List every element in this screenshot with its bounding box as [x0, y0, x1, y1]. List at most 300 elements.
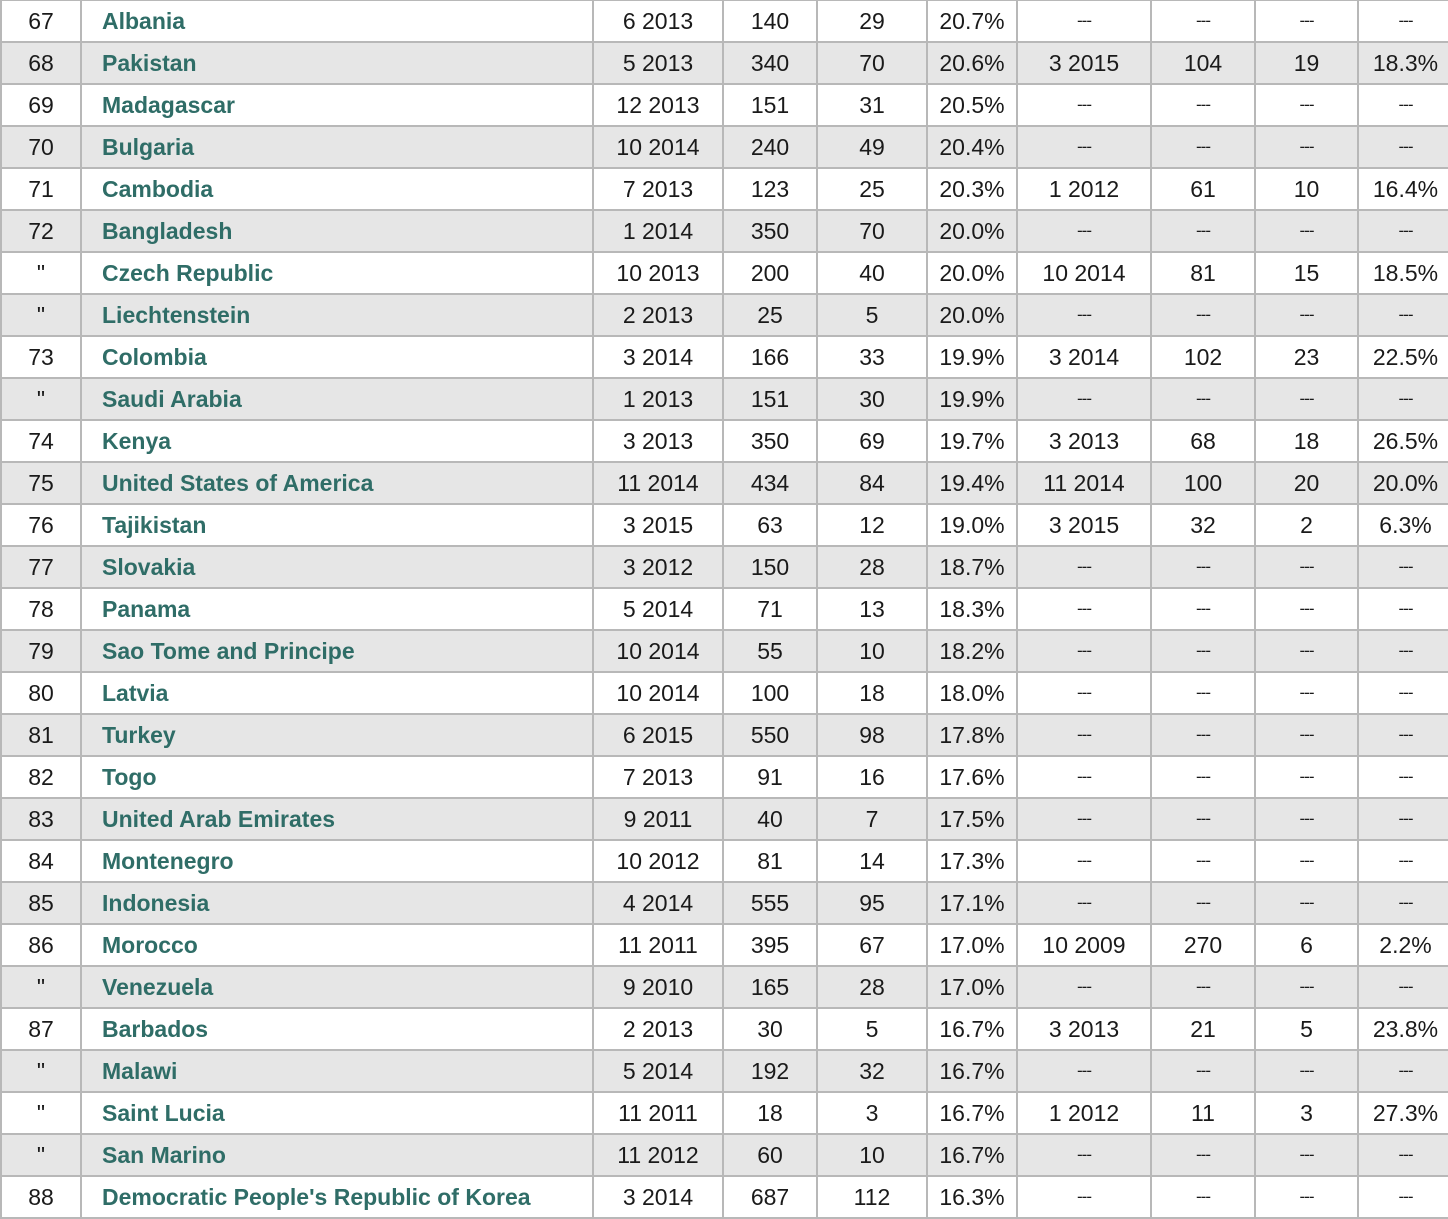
upper-house-seats-cell: ---: [1151, 798, 1255, 840]
country-link[interactable]: Kenya: [102, 427, 172, 454]
lower-house-percent-cell: 17.1%: [927, 882, 1017, 924]
lower-house-percent-cell: 20.0%: [927, 252, 1017, 294]
lower-house-elections-cell: 12 2013: [593, 84, 723, 126]
country-link[interactable]: Pakistan: [102, 49, 197, 76]
lower-house-seats-cell: 395: [723, 924, 817, 966]
lower-house-elections-cell: 3 2015: [593, 504, 723, 546]
upper-house-percent-cell: ---: [1358, 126, 1448, 168]
upper-house-elections-cell: 3 2015: [1017, 504, 1151, 546]
country-cell: [81, 336, 593, 378]
table-row: [1, 420, 1448, 462]
lower-house-women-cell: 40: [817, 252, 927, 294]
table-row: [1, 630, 1448, 672]
country-cell: [81, 1050, 593, 1092]
lower-house-seats-cell: 151: [723, 84, 817, 126]
country-link[interactable]: Slovakia: [102, 553, 196, 580]
upper-house-elections-cell: 3 2015: [1017, 42, 1151, 84]
upper-house-elections-cell: 10 2009: [1017, 924, 1151, 966]
upper-house-women-cell: ---: [1255, 630, 1358, 672]
upper-house-percent-cell: ---: [1358, 1050, 1448, 1092]
lower-house-elections-cell: 10 2014: [593, 630, 723, 672]
lower-house-seats-cell: 30: [723, 1008, 817, 1050]
lower-house-women-cell: 29: [817, 0, 927, 42]
upper-house-seats-cell: ---: [1151, 966, 1255, 1008]
country-link[interactable]: Liechtenstein: [102, 301, 251, 328]
lower-house-elections-cell: 2 2013: [593, 294, 723, 336]
upper-house-women-cell: 15: [1255, 252, 1358, 294]
lower-house-percent-cell: 16.7%: [927, 1134, 1017, 1176]
lower-house-elections-cell: 11 2012: [593, 1134, 723, 1176]
upper-house-elections-cell: ---: [1017, 0, 1151, 42]
lower-house-seats-cell: 350: [723, 210, 817, 252]
upper-house-percent-cell: 18.3%: [1358, 42, 1448, 84]
country-link[interactable]: Bulgaria: [102, 133, 195, 160]
rank-cell: 69: [1, 84, 81, 126]
upper-house-elections-cell: ---: [1017, 210, 1151, 252]
rank-cell: ": [1, 252, 81, 294]
lower-house-percent-cell: 20.4%: [927, 126, 1017, 168]
country-link[interactable]: Saudi Arabia: [102, 385, 242, 412]
country-cell: [81, 252, 593, 294]
upper-house-percent-cell: ---: [1358, 1134, 1448, 1176]
lower-house-percent-cell: 17.6%: [927, 756, 1017, 798]
country-link[interactable]: Panama: [102, 595, 191, 622]
lower-house-seats-cell: 350: [723, 420, 817, 462]
table-row: [1, 756, 1448, 798]
upper-house-elections-cell: 3 2014: [1017, 336, 1151, 378]
lower-house-seats-cell: 151: [723, 378, 817, 420]
table-row: [1, 126, 1448, 168]
upper-house-elections-cell: ---: [1017, 882, 1151, 924]
lower-house-elections-cell: 1 2014: [593, 210, 723, 252]
table-row: [1, 882, 1448, 924]
country-link[interactable]: Togo: [102, 763, 157, 790]
lower-house-percent-cell: 20.3%: [927, 168, 1017, 210]
upper-house-percent-cell: ---: [1358, 966, 1448, 1008]
rank-cell: ": [1, 1134, 81, 1176]
upper-house-women-cell: ---: [1255, 1134, 1358, 1176]
lower-house-percent-cell: 16.7%: [927, 1050, 1017, 1092]
table-row: [1, 966, 1448, 1008]
upper-house-seats-cell: ---: [1151, 588, 1255, 630]
country-link[interactable]: Morocco: [102, 931, 198, 958]
upper-house-elections-cell: ---: [1017, 84, 1151, 126]
country-cell: [81, 546, 593, 588]
lower-house-elections-cell: 7 2013: [593, 168, 723, 210]
lower-house-seats-cell: 60: [723, 1134, 817, 1176]
lower-house-percent-cell: 16.7%: [927, 1092, 1017, 1134]
upper-house-women-cell: 5: [1255, 1008, 1358, 1050]
upper-house-elections-cell: ---: [1017, 714, 1151, 756]
lower-house-elections-cell: 10 2013: [593, 252, 723, 294]
lower-house-percent-cell: 20.7%: [927, 0, 1017, 42]
lower-house-women-cell: 112: [817, 1176, 927, 1218]
country-link[interactable]: Colombia: [102, 343, 207, 370]
country-link[interactable]: United States of America: [102, 469, 374, 496]
upper-house-women-cell: ---: [1255, 210, 1358, 252]
upper-house-percent-cell: ---: [1358, 546, 1448, 588]
lower-house-elections-cell: 4 2014: [593, 882, 723, 924]
upper-house-seats-cell: 81: [1151, 252, 1255, 294]
lower-house-percent-cell: 18.3%: [927, 588, 1017, 630]
upper-house-elections-cell: ---: [1017, 1176, 1151, 1218]
lower-house-women-cell: 10: [817, 630, 927, 672]
upper-house-seats-cell: ---: [1151, 840, 1255, 882]
table-row: [1, 462, 1448, 504]
rank-cell: 71: [1, 168, 81, 210]
lower-house-women-cell: 69: [817, 420, 927, 462]
lower-house-elections-cell: 5 2014: [593, 588, 723, 630]
lower-house-elections-cell: 3 2013: [593, 420, 723, 462]
lower-house-elections-cell: 6 2013: [593, 0, 723, 42]
lower-house-seats-cell: 192: [723, 1050, 817, 1092]
table-row: [1, 168, 1448, 210]
lower-house-elections-cell: 11 2014: [593, 462, 723, 504]
lower-house-seats-cell: 555: [723, 882, 817, 924]
country-cell: [81, 42, 593, 84]
upper-house-women-cell: ---: [1255, 84, 1358, 126]
country-link[interactable]: Latvia: [102, 679, 169, 706]
upper-house-percent-cell: ---: [1358, 840, 1448, 882]
lower-house-seats-cell: 40: [723, 798, 817, 840]
country-cell: [81, 1176, 593, 1218]
lower-house-women-cell: 98: [817, 714, 927, 756]
upper-house-percent-cell: ---: [1358, 798, 1448, 840]
lower-house-percent-cell: 16.3%: [927, 1176, 1017, 1218]
upper-house-percent-cell: ---: [1358, 672, 1448, 714]
upper-house-elections-cell: ---: [1017, 378, 1151, 420]
lower-house-elections-cell: 11 2011: [593, 924, 723, 966]
country-link[interactable]: Albania: [102, 7, 186, 34]
upper-house-women-cell: ---: [1255, 1176, 1358, 1218]
lower-house-women-cell: 18: [817, 672, 927, 714]
upper-house-women-cell: ---: [1255, 714, 1358, 756]
upper-house-elections-cell: ---: [1017, 630, 1151, 672]
upper-house-women-cell: 6: [1255, 924, 1358, 966]
lower-house-seats-cell: 71: [723, 588, 817, 630]
rank-cell: 81: [1, 714, 81, 756]
lower-house-women-cell: 10: [817, 1134, 927, 1176]
rank-cell: ": [1, 966, 81, 1008]
lower-house-percent-cell: 17.0%: [927, 966, 1017, 1008]
country-link[interactable]: United Arab Emirates: [102, 805, 336, 832]
country-link[interactable]: Czech Republic: [102, 259, 274, 286]
rank-cell: ": [1, 1092, 81, 1134]
upper-house-percent-cell: ---: [1358, 84, 1448, 126]
country-cell: [81, 294, 593, 336]
lower-house-seats-cell: 100: [723, 672, 817, 714]
table-row: [1, 588, 1448, 630]
upper-house-percent-cell: 22.5%: [1358, 336, 1448, 378]
country-link[interactable]: Barbados: [102, 1015, 209, 1042]
upper-house-seats-cell: ---: [1151, 756, 1255, 798]
country-cell: [81, 1008, 593, 1050]
upper-house-seats-cell: ---: [1151, 210, 1255, 252]
lower-house-women-cell: 7: [817, 798, 927, 840]
upper-house-percent-cell: ---: [1358, 882, 1448, 924]
lower-house-women-cell: 3: [817, 1092, 927, 1134]
table-row: [1, 210, 1448, 252]
table-row: [1, 252, 1448, 294]
table-row: [1, 378, 1448, 420]
country-link[interactable]: Montenegro: [102, 847, 234, 874]
lower-house-seats-cell: 25: [723, 294, 817, 336]
upper-house-percent-cell: ---: [1358, 630, 1448, 672]
upper-house-seats-cell: ---: [1151, 126, 1255, 168]
lower-house-elections-cell: 3 2014: [593, 1176, 723, 1218]
lower-house-seats-cell: 550: [723, 714, 817, 756]
lower-house-percent-cell: 17.5%: [927, 798, 1017, 840]
country-cell: [81, 714, 593, 756]
lower-house-women-cell: 33: [817, 336, 927, 378]
lower-house-percent-cell: 18.7%: [927, 546, 1017, 588]
upper-house-percent-cell: 27.3%: [1358, 1092, 1448, 1134]
country-cell: [81, 882, 593, 924]
upper-house-seats-cell: 32: [1151, 504, 1255, 546]
lower-house-women-cell: 84: [817, 462, 927, 504]
lower-house-percent-cell: 17.8%: [927, 714, 1017, 756]
upper-house-seats-cell: ---: [1151, 1176, 1255, 1218]
upper-house-elections-cell: 3 2013: [1017, 420, 1151, 462]
upper-house-percent-cell: 6.3%: [1358, 504, 1448, 546]
upper-house-percent-cell: ---: [1358, 294, 1448, 336]
lower-house-women-cell: 13: [817, 588, 927, 630]
country-link[interactable]: Bangladesh: [102, 217, 233, 244]
country-link[interactable]: Cambodia: [102, 175, 214, 202]
table-body: [1, 0, 1448, 1218]
country-cell: [81, 840, 593, 882]
lower-house-elections-cell: 5 2013: [593, 42, 723, 84]
table-row: [1, 84, 1448, 126]
lower-house-percent-cell: 19.4%: [927, 462, 1017, 504]
upper-house-percent-cell: ---: [1358, 756, 1448, 798]
lower-house-percent-cell: 20.0%: [927, 210, 1017, 252]
upper-house-women-cell: 23: [1255, 336, 1358, 378]
lower-house-elections-cell: 10 2014: [593, 672, 723, 714]
country-cell: [81, 420, 593, 462]
upper-house-women-cell: ---: [1255, 378, 1358, 420]
lower-house-women-cell: 5: [817, 294, 927, 336]
country-cell: [81, 798, 593, 840]
country-cell: [81, 630, 593, 672]
lower-house-percent-cell: 16.7%: [927, 1008, 1017, 1050]
country-cell: [81, 924, 593, 966]
upper-house-women-cell: ---: [1255, 126, 1358, 168]
upper-house-seats-cell: ---: [1151, 546, 1255, 588]
country-link[interactable]: Venezuela: [102, 973, 214, 1000]
table-row: [1, 798, 1448, 840]
lower-house-elections-cell: 3 2014: [593, 336, 723, 378]
rank-cell: 70: [1, 126, 81, 168]
upper-house-percent-cell: 23.8%: [1358, 1008, 1448, 1050]
upper-house-elections-cell: 1 2012: [1017, 1092, 1151, 1134]
upper-house-elections-cell: ---: [1017, 798, 1151, 840]
lower-house-seats-cell: 434: [723, 462, 817, 504]
lower-house-elections-cell: 9 2010: [593, 966, 723, 1008]
country-cell: [81, 1134, 593, 1176]
lower-house-seats-cell: 140: [723, 0, 817, 42]
country-link[interactable]: Tajikistan: [102, 511, 207, 538]
lower-house-seats-cell: 200: [723, 252, 817, 294]
upper-house-percent-cell: 16.4%: [1358, 168, 1448, 210]
rank-cell: 79: [1, 630, 81, 672]
lower-house-elections-cell: 10 2012: [593, 840, 723, 882]
upper-house-elections-cell: ---: [1017, 672, 1151, 714]
rank-cell: 76: [1, 504, 81, 546]
lower-house-percent-cell: 17.0%: [927, 924, 1017, 966]
upper-house-women-cell: ---: [1255, 294, 1358, 336]
lower-house-women-cell: 31: [817, 84, 927, 126]
country-link[interactable]: Sao Tome and Principe: [102, 637, 355, 664]
upper-house-women-cell: ---: [1255, 756, 1358, 798]
table-row: [1, 546, 1448, 588]
lower-house-women-cell: 32: [817, 1050, 927, 1092]
rank-cell: 80: [1, 672, 81, 714]
upper-house-seats-cell: ---: [1151, 1134, 1255, 1176]
table-row: [1, 42, 1448, 84]
upper-house-percent-cell: 18.5%: [1358, 252, 1448, 294]
upper-house-seats-cell: 270: [1151, 924, 1255, 966]
lower-house-percent-cell: 18.0%: [927, 672, 1017, 714]
lower-house-seats-cell: 687: [723, 1176, 817, 1218]
upper-house-percent-cell: 20.0%: [1358, 462, 1448, 504]
lower-house-women-cell: 12: [817, 504, 927, 546]
upper-house-elections-cell: ---: [1017, 546, 1151, 588]
rank-cell: 83: [1, 798, 81, 840]
lower-house-percent-cell: 19.9%: [927, 378, 1017, 420]
upper-house-women-cell: ---: [1255, 798, 1358, 840]
rank-cell: 73: [1, 336, 81, 378]
upper-house-seats-cell: ---: [1151, 294, 1255, 336]
upper-house-percent-cell: 26.5%: [1358, 420, 1448, 462]
upper-house-percent-cell: 2.2%: [1358, 924, 1448, 966]
lower-house-seats-cell: 240: [723, 126, 817, 168]
upper-house-elections-cell: 1 2012: [1017, 168, 1151, 210]
lower-house-women-cell: 5: [817, 1008, 927, 1050]
upper-house-elections-cell: 3 2013: [1017, 1008, 1151, 1050]
upper-house-seats-cell: 21: [1151, 1008, 1255, 1050]
upper-house-elections-cell: 10 2014: [1017, 252, 1151, 294]
country-link[interactable]: Malawi: [102, 1057, 178, 1084]
country-link[interactable]: Saint Lucia: [102, 1099, 225, 1126]
lower-house-seats-cell: 81: [723, 840, 817, 882]
upper-house-seats-cell: ---: [1151, 84, 1255, 126]
country-link[interactable]: Madagascar: [102, 91, 235, 118]
rank-cell: 85: [1, 882, 81, 924]
country-cell: [81, 588, 593, 630]
lower-house-percent-cell: 19.7%: [927, 420, 1017, 462]
upper-house-elections-cell: ---: [1017, 840, 1151, 882]
upper-house-seats-cell: 102: [1151, 336, 1255, 378]
upper-house-women-cell: 10: [1255, 168, 1358, 210]
upper-house-seats-cell: 61: [1151, 168, 1255, 210]
country-link[interactable]: San Marino: [102, 1141, 226, 1168]
upper-house-women-cell: ---: [1255, 882, 1358, 924]
table-row: [1, 714, 1448, 756]
country-link[interactable]: Indonesia: [102, 889, 210, 916]
lower-house-elections-cell: 7 2013: [593, 756, 723, 798]
table-row: [1, 504, 1448, 546]
table-row: [1, 840, 1448, 882]
lower-house-percent-cell: 19.9%: [927, 336, 1017, 378]
lower-house-elections-cell: 5 2014: [593, 1050, 723, 1092]
upper-house-percent-cell: ---: [1358, 0, 1448, 42]
rank-cell: 77: [1, 546, 81, 588]
rank-cell: 75: [1, 462, 81, 504]
country-cell: [81, 672, 593, 714]
lower-house-elections-cell: 2 2013: [593, 1008, 723, 1050]
lower-house-women-cell: 14: [817, 840, 927, 882]
rank-cell: 84: [1, 840, 81, 882]
table-row: [1, 672, 1448, 714]
rank-cell: ": [1, 1050, 81, 1092]
lower-house-elections-cell: 3 2012: [593, 546, 723, 588]
upper-house-women-cell: ---: [1255, 672, 1358, 714]
lower-house-women-cell: 49: [817, 126, 927, 168]
upper-house-elections-cell: ---: [1017, 1050, 1151, 1092]
rank-cell: 86: [1, 924, 81, 966]
upper-house-percent-cell: ---: [1358, 714, 1448, 756]
country-link[interactable]: Turkey: [102, 721, 176, 748]
rank-cell: 87: [1, 1008, 81, 1050]
upper-house-women-cell: ---: [1255, 0, 1358, 42]
upper-house-women-cell: ---: [1255, 546, 1358, 588]
upper-house-elections-cell: 11 2014: [1017, 462, 1151, 504]
lower-house-seats-cell: 340: [723, 42, 817, 84]
table-row: [1, 1134, 1448, 1176]
rank-cell: ": [1, 378, 81, 420]
country-cell: [81, 378, 593, 420]
upper-house-seats-cell: ---: [1151, 714, 1255, 756]
upper-house-women-cell: 18: [1255, 420, 1358, 462]
lower-house-women-cell: 67: [817, 924, 927, 966]
lower-house-percent-cell: 20.6%: [927, 42, 1017, 84]
lower-house-seats-cell: 18: [723, 1092, 817, 1134]
rank-cell: ": [1, 294, 81, 336]
country-cell: [81, 210, 593, 252]
upper-house-elections-cell: ---: [1017, 126, 1151, 168]
table-row: [1, 924, 1448, 966]
lower-house-seats-cell: 55: [723, 630, 817, 672]
upper-house-women-cell: 19: [1255, 42, 1358, 84]
upper-house-seats-cell: ---: [1151, 1050, 1255, 1092]
upper-house-percent-cell: ---: [1358, 378, 1448, 420]
rank-cell: 88: [1, 1176, 81, 1218]
lower-house-women-cell: 25: [817, 168, 927, 210]
upper-house-women-cell: 3: [1255, 1092, 1358, 1134]
country-cell: [81, 84, 593, 126]
upper-house-elections-cell: ---: [1017, 588, 1151, 630]
lower-house-seats-cell: 123: [723, 168, 817, 210]
upper-house-women-cell: ---: [1255, 1050, 1358, 1092]
upper-house-elections-cell: ---: [1017, 756, 1151, 798]
table-row: [1, 336, 1448, 378]
rank-cell: 72: [1, 210, 81, 252]
upper-house-women-cell: ---: [1255, 966, 1358, 1008]
country-cell: [81, 126, 593, 168]
upper-house-seats-cell: 11: [1151, 1092, 1255, 1134]
upper-house-percent-cell: ---: [1358, 1176, 1448, 1218]
lower-house-percent-cell: 19.0%: [927, 504, 1017, 546]
lower-house-women-cell: 95: [817, 882, 927, 924]
country-cell: [81, 756, 593, 798]
country-link[interactable]: Democratic People's Republic of Korea: [102, 1183, 531, 1210]
upper-house-elections-cell: ---: [1017, 1134, 1151, 1176]
upper-house-women-cell: ---: [1255, 840, 1358, 882]
upper-house-percent-cell: ---: [1358, 210, 1448, 252]
upper-house-elections-cell: ---: [1017, 294, 1151, 336]
upper-house-seats-cell: ---: [1151, 630, 1255, 672]
